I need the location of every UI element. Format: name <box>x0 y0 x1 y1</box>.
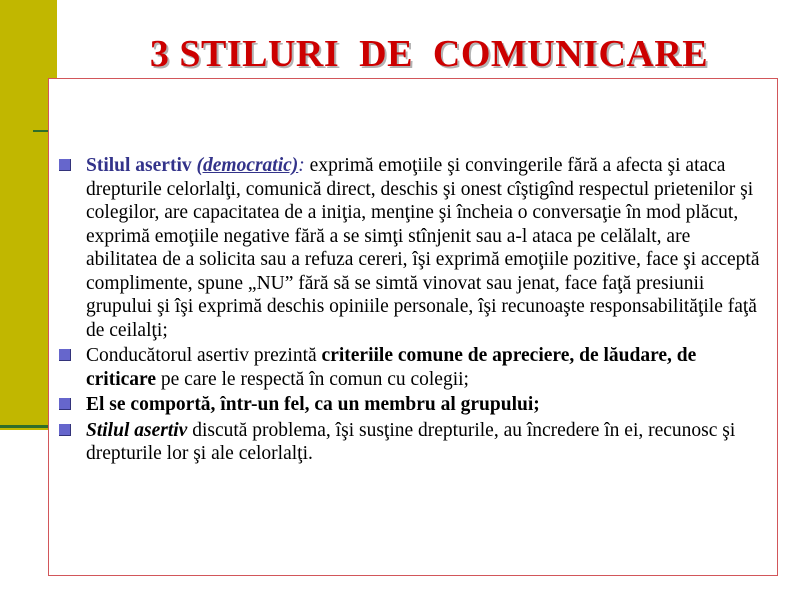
bullet-item-1 <box>58 154 763 342</box>
square-bullet-icon <box>59 159 71 171</box>
bullet-3-bold: El se comportă, într-un fel, ca un membru al grupului; <box>86 394 540 415</box>
bullet-1-paren: (democratic) <box>196 155 299 176</box>
square-bullet-icon <box>59 349 71 361</box>
bullet-4-em: Stilul asertiv <box>86 419 188 441</box>
bullet-item-3 <box>58 393 763 417</box>
bullet-1-colon: : <box>298 155 305 176</box>
square-bullet-icon <box>59 424 71 436</box>
bullet-item-2 <box>58 344 763 391</box>
bullet-1-lead: Stilul asertiv <box>86 155 197 176</box>
bullet-item-4 <box>58 419 763 466</box>
bullet-2-pre: Conducătorul asertiv prezintă <box>86 345 322 366</box>
bullet-2-bold: criteriile comune de apreciere, de lăudare, de criticare <box>86 345 697 390</box>
bullet-1-text: exprimă emoţiile şi convingerile fără a afecta şi ataca drepturile celorlalţi, comunică direct, deschis şi onest cîştigînd respectul prietenilor şi colegilor, are capacitatea de a iniţia, menţine şi încheia o conversaţie în mod plăcut, exprimă emoţiile negative fără a se simţi stînjenit sau a-l ataca pe celălalt, are abilitatea de a solicita sau a refuza cereri, îşi exprimă emoţiile pozitive, face şi acceptă complimente, spune „NU” fără să se simtă vinovat sau jenat, face faţă presiunii grupului şi îşi exprimă deschis opiniile personale, îşi recunoaşte responsabilităţile faţă de ceilalţi; <box>86 155 760 341</box>
bullet-list <box>58 154 763 468</box>
square-bullet-icon <box>59 398 71 410</box>
bullet-2-post: pe care le respectă în comun cu colegii; <box>156 368 469 390</box>
bullet-4-post: discută problema, îşi susţine drepturile, au încredere în ei, recunosc şi drepturile lor şi ale celorlalţi. <box>86 419 736 464</box>
slide-title: 3 STILURI DE COMUNICARE <box>149 33 709 75</box>
